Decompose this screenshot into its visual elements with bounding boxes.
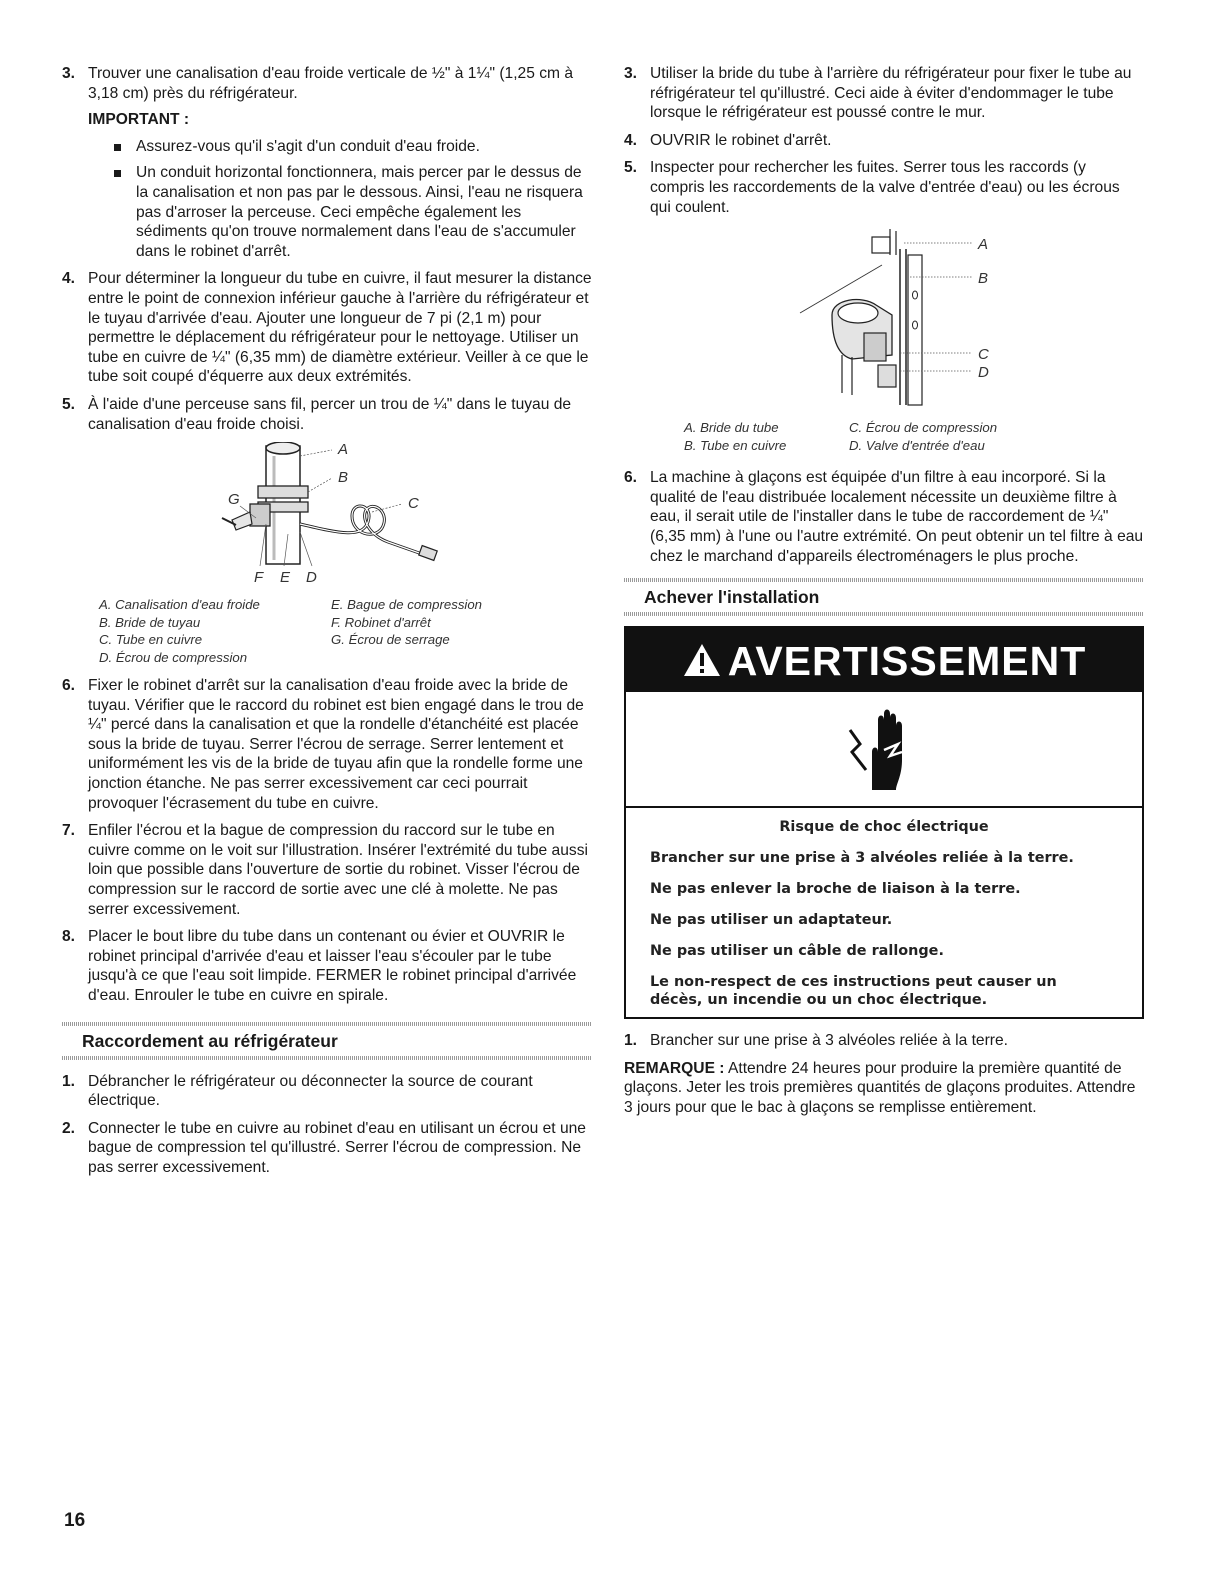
step-text: Connecter le tube en cuivre au robinet d'eau en utilisant un écrou et une bague de compression tel qu'illustré. Serrer l'écrou de compression. Ne pas serrer excessivement. [88,1119,586,1176]
step-4-left [62,269,592,387]
warning-line: Brancher sur une prise à 3 alvéoles reliée à la terre. [650,850,1074,867]
caption-item: B. Tube en cuivre [684,437,787,453]
step-number: 6. [624,469,638,487]
step-number: 4. [62,270,76,288]
caption-item: E. Bague de compression [331,597,483,613]
warning-line: Ne pas utiliser un câble de rallonge. [650,943,944,960]
step-text: OUVRIR le robinet d'arrêt. [650,131,832,149]
caption-item: D. Écrou de compression [99,649,248,665]
step-3-right [624,64,1144,123]
section-title: Raccordement au réfrigérateur [82,1030,338,1051]
step-number: 1. [62,1072,76,1090]
step-text: Débrancher le réfrigérateur ou déconnecter la source de courant électrique. [88,1072,533,1110]
step-number: 7. [62,822,76,840]
warning-header [626,628,1142,692]
section-rule-bottom [62,1056,592,1060]
caption-column-2 [849,419,1059,454]
remarque-text: Attendre 24 heures pour produire la première quantité de glaçons. Jeter les trois premières quantités de glaçons produites. Attendre 3 jours pour que le bac à glaçons se remplisse entièrement. [624,1059,1136,1116]
caption-item: A. Canalisation d'eau froide [99,597,260,613]
step-6-right [624,468,1144,566]
section-header-achever [624,578,1144,616]
step-number: 2. [62,1119,76,1137]
page-number: 16 [64,1510,86,1531]
important-label: IMPORTANT : [88,111,190,129]
warning-triangle-icon [682,631,722,697]
electric-shock-hand-icon [844,700,924,796]
label-c: C [408,495,419,513]
label-b: B [338,469,349,487]
label-f: F [254,569,264,587]
warning-title: AVERTISSEMENT [727,638,1087,685]
warning-box [624,626,1144,1019]
warning-pictogram-area [626,692,1142,808]
step-text: Utiliser la bride du tube à l'arrière du réfrigérateur pour fixer le tube au réfrigérateur tel qu'illustré. Ceci aide à éviter d'endommager le tube lorsque le réfrigérateur est poussé contre le mur. [650,65,1132,122]
bullet-item: Assurez-vous qu'il s'agit d'un conduit d'eau froide. [110,137,592,157]
caption-item: B. Bride de tuyau [99,614,201,630]
warning-line: Ne pas utiliser un adaptateur. [650,912,893,929]
left-column [62,64,592,1186]
step-4-right [624,131,1144,151]
figure-2-caption [684,419,1144,454]
caption-item: C. Écrou de compression [849,420,998,436]
label-a: A [338,442,349,459]
water-valve-drawing [792,225,1012,415]
step-number: 3. [62,65,76,82]
bullet-item: Un conduit horizontal fonctionnera, mais percer par le dessus de la canalisation et non pas par le dessous. Ainsi, l'eau ne risquera pas d'arroser la perceuse. Ceci empêche également les sédiments qu'on trouve normalement dans l'eau de s'accumuler dans le robinet d'arrêt. [110,163,592,261]
label-e: E [280,569,291,587]
step-text: Enfiler l'écrou et la bague de compression du raccord sur le tube en cuivre comme on le voit sur l'illustration. Insérer l'extrémité du tube aussi loin que possible dans l'ouverture de sortie du robinet. Visser l'écrou de compression sur le raccord de sortie avec une clé à molette. Ne pas serrer excessivement. [88,822,588,918]
step-number: 3. [624,65,638,82]
caption-column-1 [99,596,331,666]
step-text: À l'aide d'une perceuse sans fil, percer un trou de ¼" dans le tuyau de canalisation d'eau froide choisi. [88,395,572,433]
step-text: Trouver une canalisation d'eau froide verticale de ½" à 1¼" (1,25 cm à 3,18 cm) près du réfrigérateur. [88,65,574,102]
warning-hazard: Risque de choc électrique [779,819,989,836]
warning-body [626,808,1142,1017]
shutoff-valve-illustration [192,442,492,590]
step-text: Brancher sur une prise à 3 alvéoles reliée à la terre. [650,1032,1008,1050]
step-text: Inspecter pour rechercher les fuites. Serrer tous les raccords (y compris les raccordements de la valve d'entrée d'eau) ou les écrous qui coulent. [650,159,1120,216]
step-number: 8. [62,928,76,946]
caption-column-2 [331,596,551,666]
warning-line: Ne pas enlever la broche de liaison à la terre. [650,881,1021,898]
step-2-raccordement [62,1119,592,1178]
warning-line: Le non-respect de ces instructions peut causer un décès, un incendie ou un choc électrique. [650,974,1057,1009]
step-3-left [62,64,592,261]
water-valve-illustration [792,225,1012,415]
step-1-raccordement [62,1072,592,1111]
step-5-right [624,158,1144,217]
remarque-label: REMARQUE : [624,1059,725,1077]
step-text: La machine à glaçons est équipée d'un filtre à eau incorporé. Si la qualité de l'eau distribuée localement nécessite un deuxième filtre à eau, il serait utile de l'installer dans le tube de raccordement de ¼" (6,35 mm) à l'une ou l'autre extrémité. On peut obtenir un tel filtre à eau chez le marchand d'appareils électroménagers le plus proche. [650,469,1144,565]
step-1-achever [624,1031,1144,1051]
section-rule-bottom [624,612,1144,616]
section-title: Achever l'installation [644,587,820,608]
caption-column-1 [684,419,849,454]
step-text: Pour déterminer la longueur du tube en cuivre, il faut mesurer la distance entre le point de connexion inférieur gauche à l'arrière du réfrigérateur et le tuyau d'arrivée d'eau. Ajouter une longueur de 7 pi (2,1 m) pour permettre le déplacement du réfrigérateur pour le nettoyage. Utiliser un tube en cuivre de ¼" (6,35 mm) de diamètre extérieur. Veiller à ce que le tube soit coupé d'équerre aux deux extrémités. [88,270,592,386]
label-d: D [306,569,317,587]
figure-1-caption [99,596,592,666]
shutoff-valve-drawing [192,442,492,590]
caption-item: A. Bride du tube [684,420,779,436]
right-column [624,64,1144,1118]
step-7-left [62,821,592,919]
step-6-left [62,676,592,813]
label-g: G [228,491,240,509]
remarque-note [624,1059,1144,1118]
step-number: 5. [62,395,76,413]
step-text: Fixer le robinet d'arrêt sur la canalisation d'eau froide avec la bride de tuyau. Vérifier que le raccord du robinet est bien engagé dans le trou de ¼" percé dans la canalisation et que la rondelle d'étanchéité est placée sous la bride de tuyau. Serrer l'écrou de serrage. Serrer lentement et uniformément les vis de la bride de tuyau afin que la rondelle forme une jonction étanche. Ne pas serrer excessivement car ceci pourrait provoquer l'écrasement du tube en cuivre. [88,677,584,812]
step-5-left [62,395,592,434]
step-number: 6. [62,677,76,695]
label-a: A [978,236,989,254]
section-header-raccordement [62,1022,592,1060]
caption-item: D. Valve d'entrée d'eau [849,437,985,453]
step-number: 1. [624,1032,638,1050]
caption-item: C. Tube en cuivre [99,632,203,648]
step-text: Placer le bout libre du tube dans un contenant ou évier et OUVRIR le robinet principal d'arrivée d'eau et laisser l'eau s'écouler par le tube jusqu'à ce que l'eau soit limpide. FERMER le robinet principal d'arrivée d'eau. Enrouler le tube en cuivre en spirale. [88,928,577,1004]
step-number: 5. [624,159,638,177]
label-d: D [978,364,989,382]
label-c: C [978,346,989,364]
caption-item: G. Écrou de serrage [331,632,450,648]
step-number: 4. [624,131,638,149]
label-b: B [978,270,989,288]
caption-item: F. Robinet d'arrêt [331,614,431,630]
step-8-left [62,927,592,1005]
